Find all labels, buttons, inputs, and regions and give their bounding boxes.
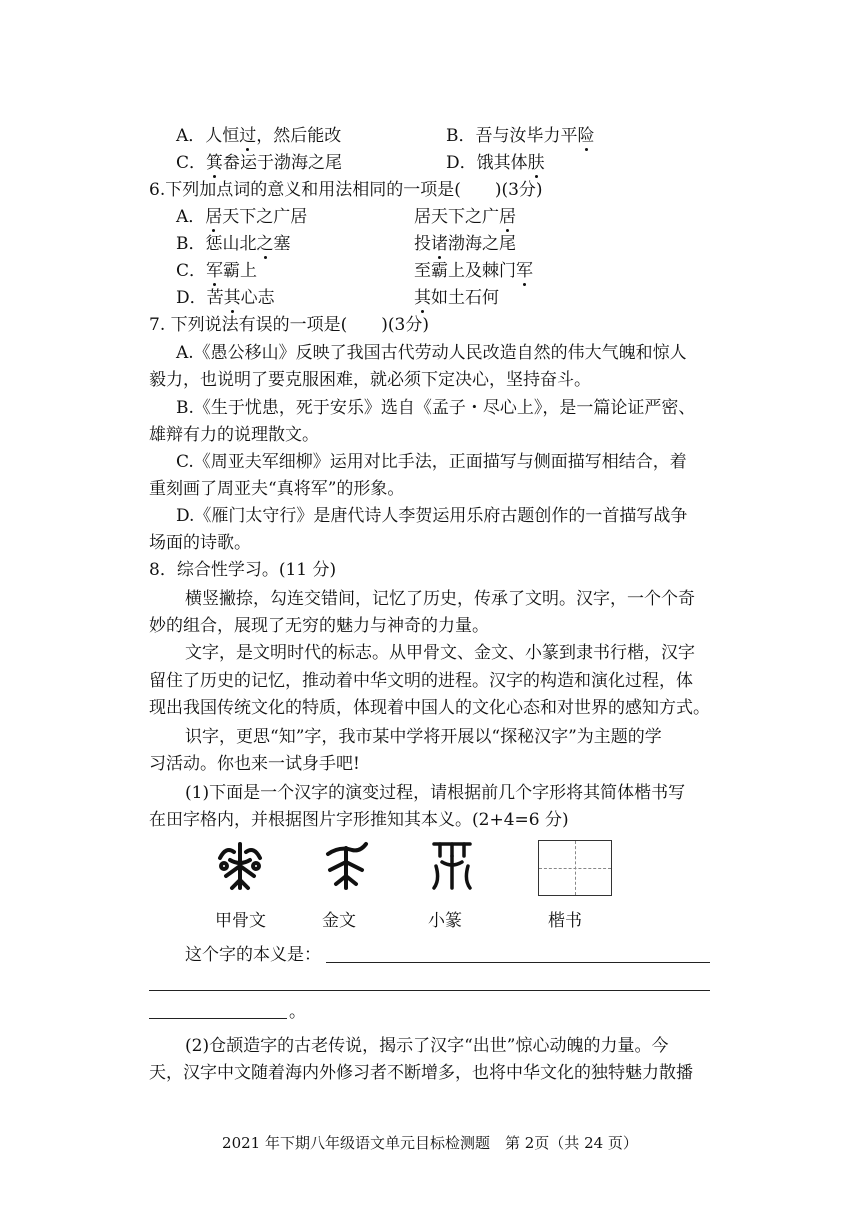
caption-jiaguwen: 甲骨文	[215, 911, 266, 931]
q8-sub1-line2: 在田字格内，并根据图片字形推知其本义。(2+4=6 分)	[149, 810, 569, 830]
q8-para2-line1: 文字，是文明时代的标志。从甲骨文、金文、小篆到隶书行楷，汉字	[185, 643, 695, 663]
q7-a-line1: A.《愚公移山》反映了我国古代劳动人民改造自然的伟大气魄和惊人	[176, 343, 687, 363]
caption-kaishu: 楷书	[548, 911, 582, 931]
q6-b-left: B．惩山北之塞	[176, 234, 291, 254]
q7-d-line2: 场面的诗歌。	[149, 533, 251, 553]
q5-option-c: C．箕畚运于渤海之尾	[176, 153, 343, 173]
page-footer: 2021 年下期八年级语文单元目标检测题 第 2页（共 24 页）	[222, 1134, 638, 1152]
q7-stem: 7. 下列说法有误的一项是( )(3分)	[149, 315, 429, 335]
q7-c-line1: C.《周亚夫军细柳》运用对比手法，正面描写与侧面描写相结合，着	[176, 452, 687, 472]
meaning-label: 这个字的本义是：	[185, 945, 321, 965]
caption-xiaozhuan: 小篆	[428, 911, 462, 931]
q6-d-left: D．苦其心志	[176, 288, 275, 308]
q8-sub2-line1: (2)仓颉造字的古老传说，揭示了汉字“出世”惊心动魄的力量。今	[185, 1036, 669, 1056]
q6-c-right: 至霸上及棘门军	[414, 261, 533, 281]
q8-para1-line1: 横竖撇捺，勾连交错间，记忆了历史，传承了文明。汉字，一个个奇	[185, 589, 695, 609]
q6-c-left: C．军霸上	[176, 261, 258, 281]
caption-jinwen: 金文	[322, 911, 356, 931]
q5-option-b: B．吾与汝毕力平险	[446, 126, 595, 146]
answer-line-2[interactable]	[149, 990, 710, 991]
q7-b-line2: 雄辩有力的说理散文。	[149, 425, 319, 445]
tianzige-writing-grid[interactable]	[538, 840, 612, 896]
q5-option-d: D．饿其体肤	[446, 153, 545, 173]
q6-a-right: 居天下之广居	[414, 207, 516, 227]
q8-sub2-line2: 天，汉字中文随着海内外修习者不断增多，也将中华文化的独特魅力散播	[149, 1063, 693, 1083]
tianzige-horizontal-guide	[539, 868, 611, 869]
q8-sub1-line1: (1)下面是一个汉字的演变过程，请根据前几个字形将其简体楷书写	[185, 783, 686, 803]
q8-para1-line2: 妙的组合，展现了无穷的魅力与神奇的力量。	[149, 616, 489, 636]
q7-d-line1: D.《雁门太守行》是唐代诗人李贺运用乐府古题创作的一首描写战争	[176, 506, 688, 526]
q6-d-right: 其如土石何	[414, 288, 499, 308]
answer-line-1[interactable]	[326, 962, 710, 963]
xiaozhuan-glyph-image	[430, 836, 474, 892]
q6-b-right: 投诸渤海之尾	[414, 234, 516, 254]
q7-b-line1: B.《生于忧患，死于安乐》选自《孟子・尽心上》，是一篇论证严密、	[176, 398, 696, 418]
q8-para2-line2: 留住了历史的记忆，推动着中华文明的进程。汉字的构造和演化过程，体	[149, 671, 693, 691]
q8-para3-line1: 识字，更思“知”字，我市某中学将开展以“探秘汉字”为主题的学	[185, 727, 662, 747]
jiaguwen-glyph-image	[212, 836, 268, 892]
answer-line-3[interactable]	[149, 1018, 287, 1019]
q8-para2-line3: 现出我国传统文化的特质，体现着中国人的文化心态和对世界的感知方式。	[149, 698, 710, 718]
q7-c-line2: 重刻画了周亚夫“真将军”的形象。	[149, 479, 405, 499]
q8-stem: 8．综合性学习。(11 分)	[149, 560, 337, 580]
q5-option-a: A．人恒过，然后能改	[176, 126, 342, 146]
q7-a-line2: 毅力，也说明了要克服困难，就必须下定决心，坚持奋斗。	[149, 370, 591, 390]
answer-end-mark: 。	[289, 1002, 306, 1022]
jinwen-glyph-image	[322, 836, 372, 892]
q8-para3-line2: 习活动。你也来一试身手吧!	[149, 754, 360, 774]
q6-a-left: A．居天下之广居	[176, 207, 308, 227]
q6-stem: 6.下列加点词的意义和用法相同的一项是( )(3分)	[149, 180, 543, 200]
